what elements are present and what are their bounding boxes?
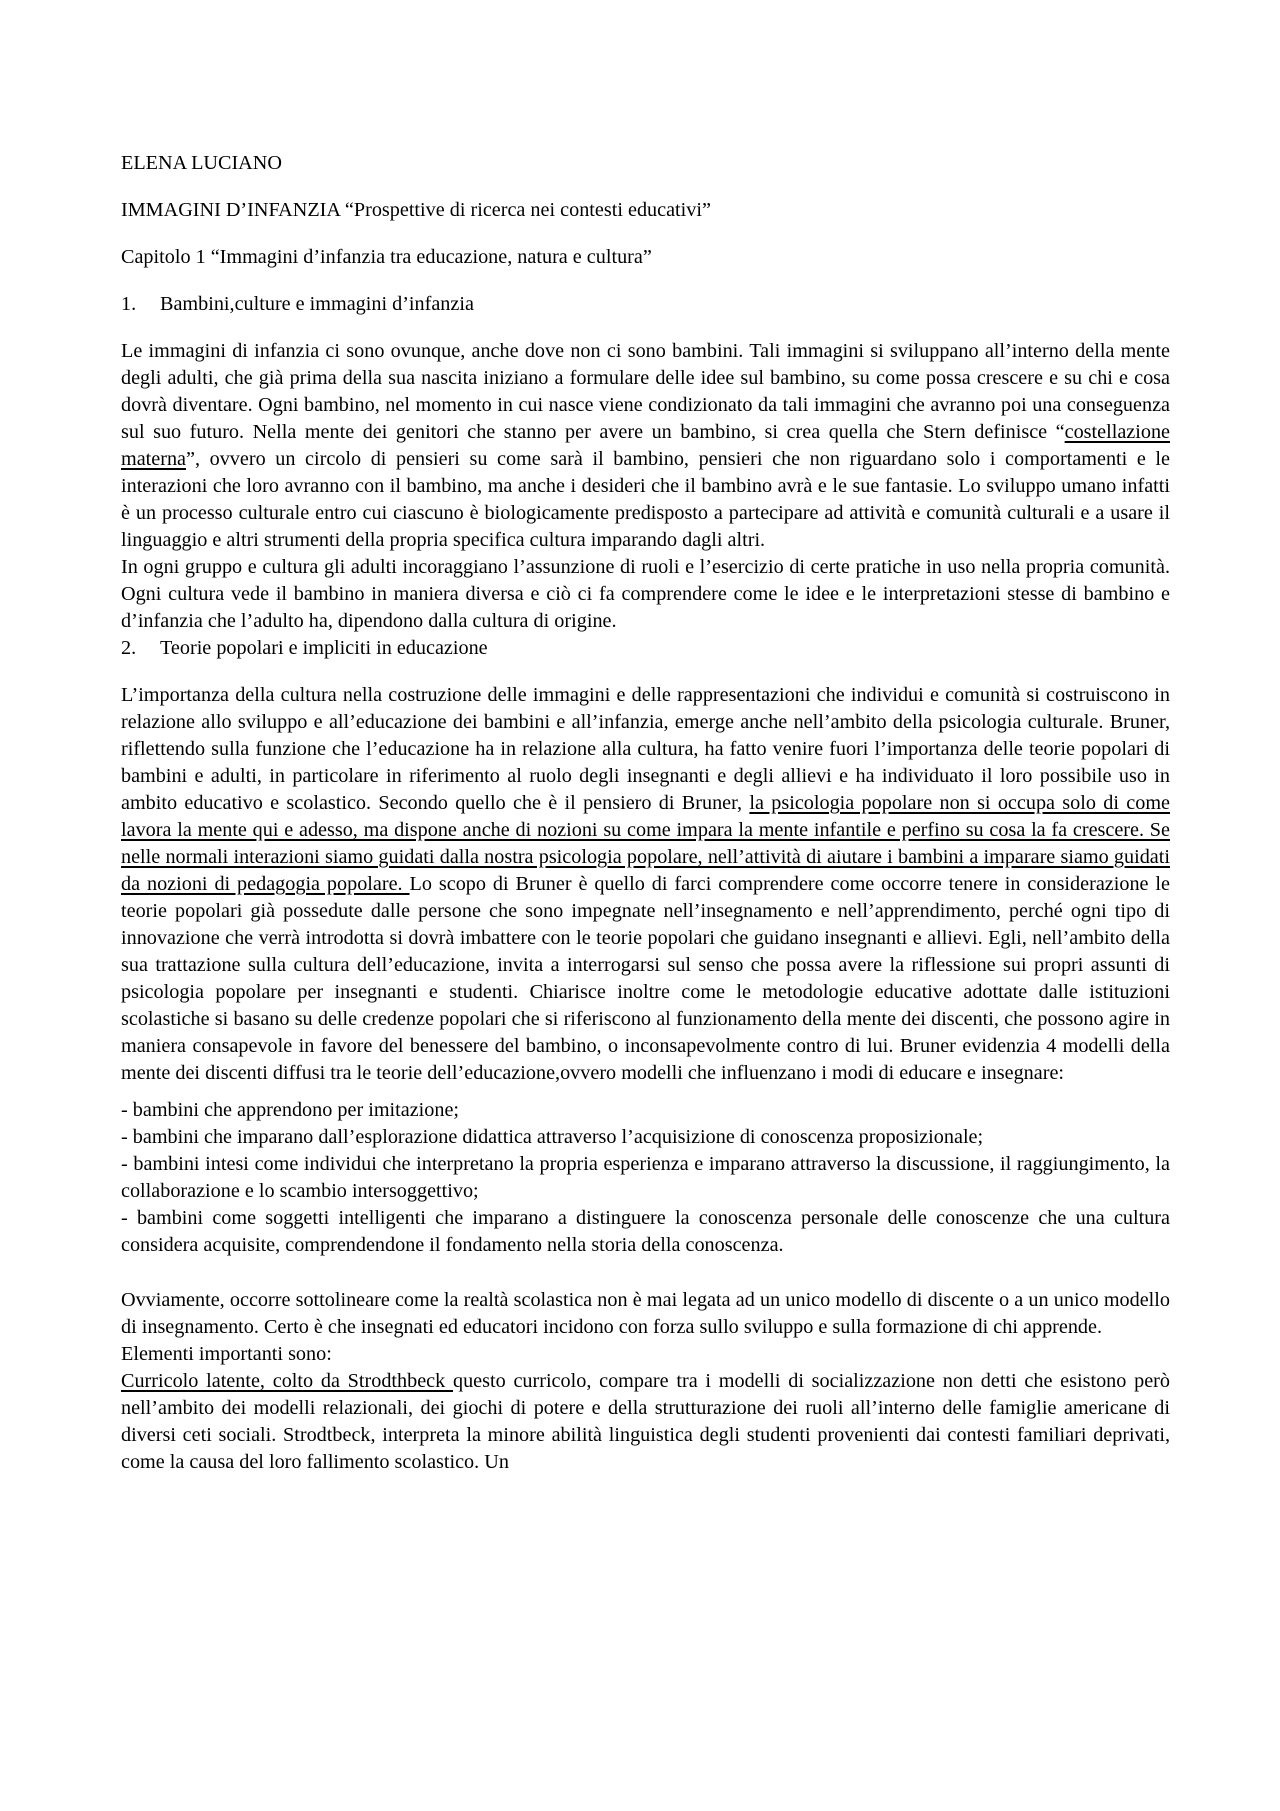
section-number: 2. (121, 637, 137, 659)
paragraph: In ogni gruppo e cultura gli adulti incoraggiano l’assunzione di ruoli e l’esercizio di certe pratiche in uso nella propria comunità. Ogni cultura vede il bambino in maniera diversa e ciò ci fa comprendere come le idee e le interpretazioni stesse di bambino e d’infanzia che l’adulto ha, dipendono dalla cultura di origine. (121, 556, 1170, 632)
paragraph (121, 682, 1170, 1087)
bullet-list (121, 1097, 1170, 1259)
section-heading-2 (121, 635, 1170, 662)
section-title: Teorie popolari e impliciti in educazione (160, 637, 488, 659)
paragraph (121, 1368, 1170, 1476)
underlined-text: la psicologia popolare non si occupa solo di come lavora la mente qui e adesso, ma dispone anche di nozioni su come impara la mente infantile e perfino su cosa la fa crescere. Se nelle normali interazioni siamo guidati dalla nostra psicologia popolare, nell’attività di aiutare i bambini a imparare siamo guidati da nozioni di pedagogia popolare. (121, 792, 1170, 895)
text-run: questo curricolo, compare tra i modelli di socializzazione non detti che esistono però nell’ambito dei modelli relazionali, dei giochi di potere e della strutturazione dei ruoli all’interno delle famiglie americane di diversi ceti sociali. Strodtbeck, interpreta la minore abilità linguistica degli studenti provenienti dai contesti familiari deprivati, come la causa del loro fallimento scolastico. Un (121, 1370, 1170, 1473)
section-number: 1. (121, 293, 137, 315)
text-run: ”, ovvero un circolo di pensieri su come sarà il bambino, pensieri che non riguardano solo i comportamenti e le interazioni che loro avranno con il bambino, ma anche i desideri che il bambino avrà e le sue fantasie. Lo sviluppo umano infatti è un processo culturale entro cui ciascuno è biologicamente predisposto a partecipare ad attività e comunità culturali e a usare il linguaggio e altri strumenti della propria specifica cultura imparando dagli altri. (121, 448, 1170, 551)
underlined-text: costellazione materna (121, 421, 1170, 470)
section-title: Bambini,culture e immagini d’infanzia (160, 293, 474, 315)
list-item: - bambini che apprendono per imitazione; (121, 1099, 460, 1121)
text-run: L’importanza della cultura nella costruzione delle immagini e delle rappresentazioni che individui e comunità si costruiscono in relazione allo sviluppo e all’educazione dei bambini e all’infanzia, emerge anche nell’ambito della psicologia culturale. Bruner, riflettendo sulla funzione che l’educazione ha in relazione alla cultura, ha fatto venire fuori l’importanza delle teorie popolari di bambini e adulti, in particolare in riferimento al ruolo degli insegnanti e degli allievi e ha individuato il loro possibile uso in ambito educativo e scolastico. Secondo quello che è il pensiero di Bruner, (121, 684, 1170, 814)
author-name: ELENA LUCIANO (121, 152, 282, 174)
document-page (121, 150, 1170, 1476)
paragraph (121, 338, 1170, 554)
list-item: - bambini come soggetti intelligenti che imparano a distinguere la conoscenza personale delle conoscenze che una cultura considera acquisite, comprendendone il fondamento nella storia della conoscenza. (121, 1207, 1170, 1256)
book-title: IMMAGINI D’INFANZIA “Prospettive di ricerca nei contesti educativi” (121, 199, 711, 221)
chapter-title: Capitolo 1 “Immagini d’infanzia tra educazione, natura e cultura” (121, 246, 652, 268)
text-run: Lo scopo di Bruner è quello di farci comprendere come occorre tenere in considerazione le teorie popolari già possedute dalle persone che sono impegnate nell’insegnamento e nell’apprendimento, perché ogni tipo di innovazione che verrà introdotta si dovrà imbattere con le teorie popolari che guidano insegnanti e allievi. Egli, nell’ambito della sua trattazione sulla cultura dell’educazione, invita a interrogarsi sul senso che possa avere la riflessione sui propri assunti di psicologia popolare per insegnanti e studenti. Chiarisce inoltre come le metodologie educative adottate dalle istituzioni scolastiche si basano su delle credenze popolari che si riferiscono al funzionamento della mente dei discenti, che possono agire in maniera consapevole in favore del benessere del bambino, o inconsapevolmente contro di lui. Bruner evidenzia 4 modelli della mente dei discenti diffusi tra le teorie dell’educazione,ovvero modelli che influenzano i modi di educare e insegnare: (121, 873, 1170, 1084)
paragraph: Elementi importanti sono: (121, 1343, 332, 1365)
paragraph: Ovviamente, occorre sottolineare come la realtà scolastica non è mai legata ad un unico modello di discente o a un unico modello di insegnamento. Certo è che insegnati ed educatori incidono con forza sullo sviluppo e sulla formazione di chi apprende. (121, 1289, 1170, 1338)
list-item: - bambini intesi come individui che interpretano la propria esperienza e imparano attraverso la discussione, il raggiungimento, la collaborazione e lo scambio intersoggettivo; (121, 1153, 1170, 1202)
text-run: Le immagini di infanzia ci sono ovunque, anche dove non ci sono bambini. Tali immagini si sviluppano all’interno della mente degli adulti, che già prima della sua nascita iniziano a formulare delle idee sul bambino, su come possa crescere e su chi e cosa dovrà diventare. Ogni bambino, nel momento in cui nasce viene condizionato da tali immagini che avranno poi una conseguenza sul suo futuro. Nella mente dei genitori che stanno per avere un bambino, si crea quella che Stern definisce “ (121, 340, 1170, 443)
underlined-text: Curricolo latente, colto da Strodthbeck (121, 1370, 453, 1392)
list-item: - bambini che imparano dall’esplorazione didattica attraverso l’acquisizione di conoscenza proposizionale; (121, 1126, 984, 1148)
section-heading-1 (121, 291, 1170, 318)
